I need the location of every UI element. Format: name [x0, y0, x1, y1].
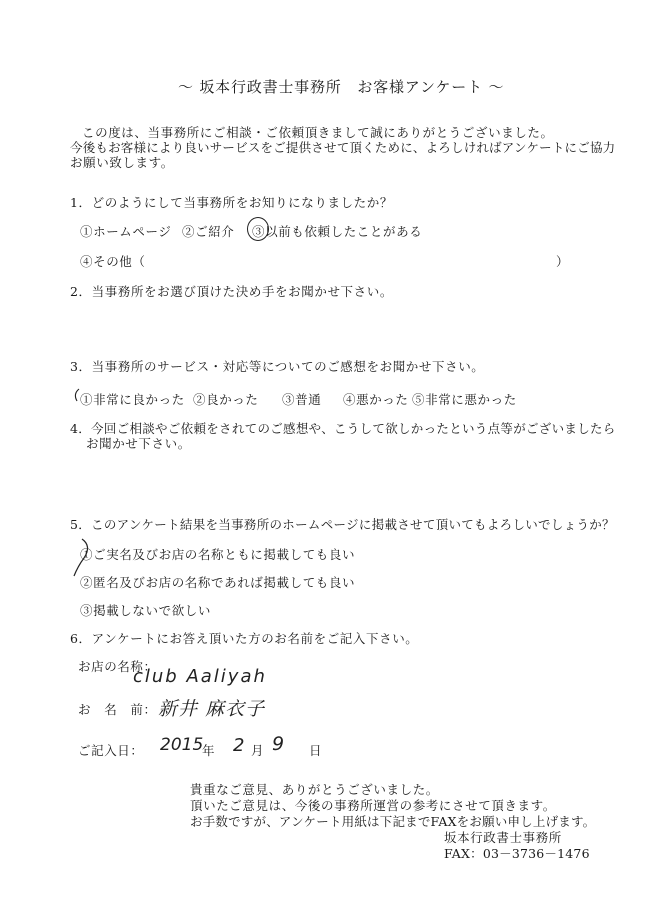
intro-line-1: この度は、当事務所にご相談・ご依頼頂きまして誠にありがとうございました。: [82, 125, 554, 140]
q1-option-homepage[interactable]: ①ホームページ: [80, 224, 172, 239]
question-3: 3．当事務所のサービス・対応等についてのご感想をお聞かせ下さい。: [70, 359, 485, 374]
q3-option-average[interactable]: ③普通: [282, 392, 322, 407]
date-label: ご記入日：: [78, 743, 144, 758]
intro-line-2: 今後もお客様により良いサービスをご提供させて頂くために、よろしければアンケートにご協力: [70, 140, 616, 155]
question-1: 1．どのようにして当事務所をお知りになりましたか？: [70, 195, 393, 210]
question-4-line-2: お聞かせ下さい。: [86, 436, 191, 451]
page-title: ～ 坂本行政書士事務所 お客様アンケート ～: [178, 78, 505, 96]
shop-name-label: お店の名称：: [78, 659, 157, 674]
question-4-line-1: 4．今回ご相談やご依頼をされてのご感想や、こうして欲しかったという点等がございましたら: [70, 421, 616, 436]
q1-option-referral[interactable]: ②ご紹介: [182, 224, 235, 239]
q3-option-very-bad[interactable]: ⑤非常に悪かった: [412, 392, 517, 407]
q5-option-anonymous[interactable]: ②匿名及びお店の名称であれば掲載しても良い: [80, 575, 356, 590]
closing-line-2: 頂いたご意見は、今後の事務所運営の参考にさせて頂きます。: [190, 798, 556, 813]
question-6: 6．アンケートにお答え頂いた方のお名前をご記入下さい。: [70, 631, 419, 646]
q3-option-bad[interactable]: ④悪かった: [343, 392, 409, 407]
day-value: 9: [272, 733, 285, 755]
q1-option-previous[interactable]: ③以前も依頼したことがある: [252, 224, 423, 239]
year-unit: 年: [202, 743, 216, 758]
intro-line-3: お願い致します。: [70, 155, 174, 170]
shop-name-value: club Aaliyah: [133, 666, 267, 687]
day-unit: 日: [309, 743, 323, 758]
q5-selection-mark: [68, 536, 94, 580]
q3-option-good[interactable]: ②良かった: [193, 392, 259, 407]
month-value: 2: [233, 735, 245, 756]
q3-option-very-good[interactable]: ①非常に良かった: [80, 392, 185, 407]
q5-option-no-publish[interactable]: ③掲載しないで欲しい: [80, 603, 212, 618]
office-name: 坂本行政書士事務所: [444, 830, 562, 845]
name-value: 新井 麻衣子: [158, 698, 266, 720]
q1-selection-circle: [247, 217, 269, 241]
year-value: 2015: [160, 735, 204, 755]
name-label: お 名 前：: [78, 702, 157, 717]
question-2: 2．当事務所をお選び頂けた決め手をお聞かせ下さい。: [70, 284, 393, 299]
closing-line-3: お手数ですが、アンケート用紙は下記までFAXをお願い申し上げます。: [190, 814, 596, 829]
fax-number: FAX：03－3736－1476: [444, 846, 590, 861]
q1-other-close: ）: [556, 254, 570, 269]
question-5: 5．このアンケート結果を当事務所のホームページに掲載させて頂いてもよろしいでしょうか？: [70, 517, 615, 532]
q3-pen-mark: [72, 388, 82, 402]
q5-option-real-name[interactable]: ①ご実名及びお店の名称ともに掲載しても良い: [80, 547, 356, 562]
q1-option-other[interactable]: ④その他（: [80, 254, 146, 269]
month-unit: 月: [251, 743, 265, 758]
closing-line-1: 貴重なご意見、ありがとうございました。: [190, 782, 439, 797]
